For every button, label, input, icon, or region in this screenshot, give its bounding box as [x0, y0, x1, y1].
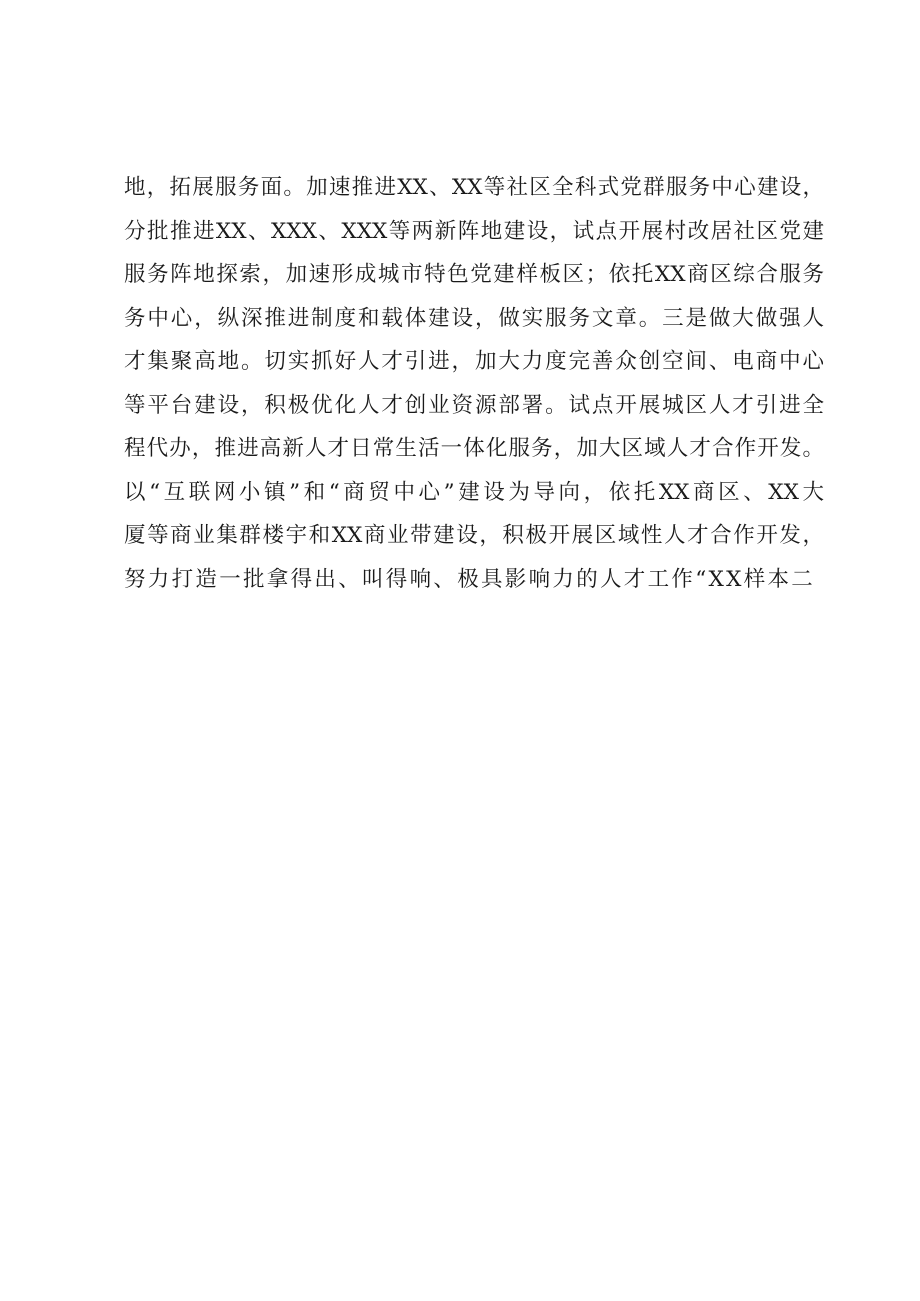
text-line: 务中心，纵深推进制度和载体建设，做实服务文章。三是做大做强人 [124, 305, 824, 331]
text-line: 分批推进XX、XXX、XXX等两新阵地建设，试点开展村改居社区党建 [124, 218, 824, 244]
text-line: 厦等商业集群楼宇和XX商业带建设，积极开展区域性人才合作开发， [124, 523, 824, 548]
text-line: 地，拓展服务面。加速推进XX、XX等社区全科式党群服务中心建设， [124, 175, 824, 200]
text-line: 以“互联网小镇”和“商贸中心”建设为导向，依托XX商区、XX大 [124, 479, 824, 505]
text-line: 才集聚高地。切实抓好人才引进，加大力度完善众创空间、电商中心 [124, 349, 824, 374]
text-line: 服务阵地探索，加速形成城市特色党建样板区；依托XX商区综合服务 [124, 262, 824, 287]
text-line: 等平台建设，积极优化人才创业资源部署。试点开展城区人才引进全 [124, 392, 824, 418]
text-line: 努力打造一批拿得出、叫得响、极具影响力的人才工作“XX样本二 [124, 566, 816, 592]
body-paragraph [124, 166, 824, 601]
text-line: 程代办，推进高新人才日常生活一体化服务，加大区域人才合作开发。 [124, 436, 824, 461]
